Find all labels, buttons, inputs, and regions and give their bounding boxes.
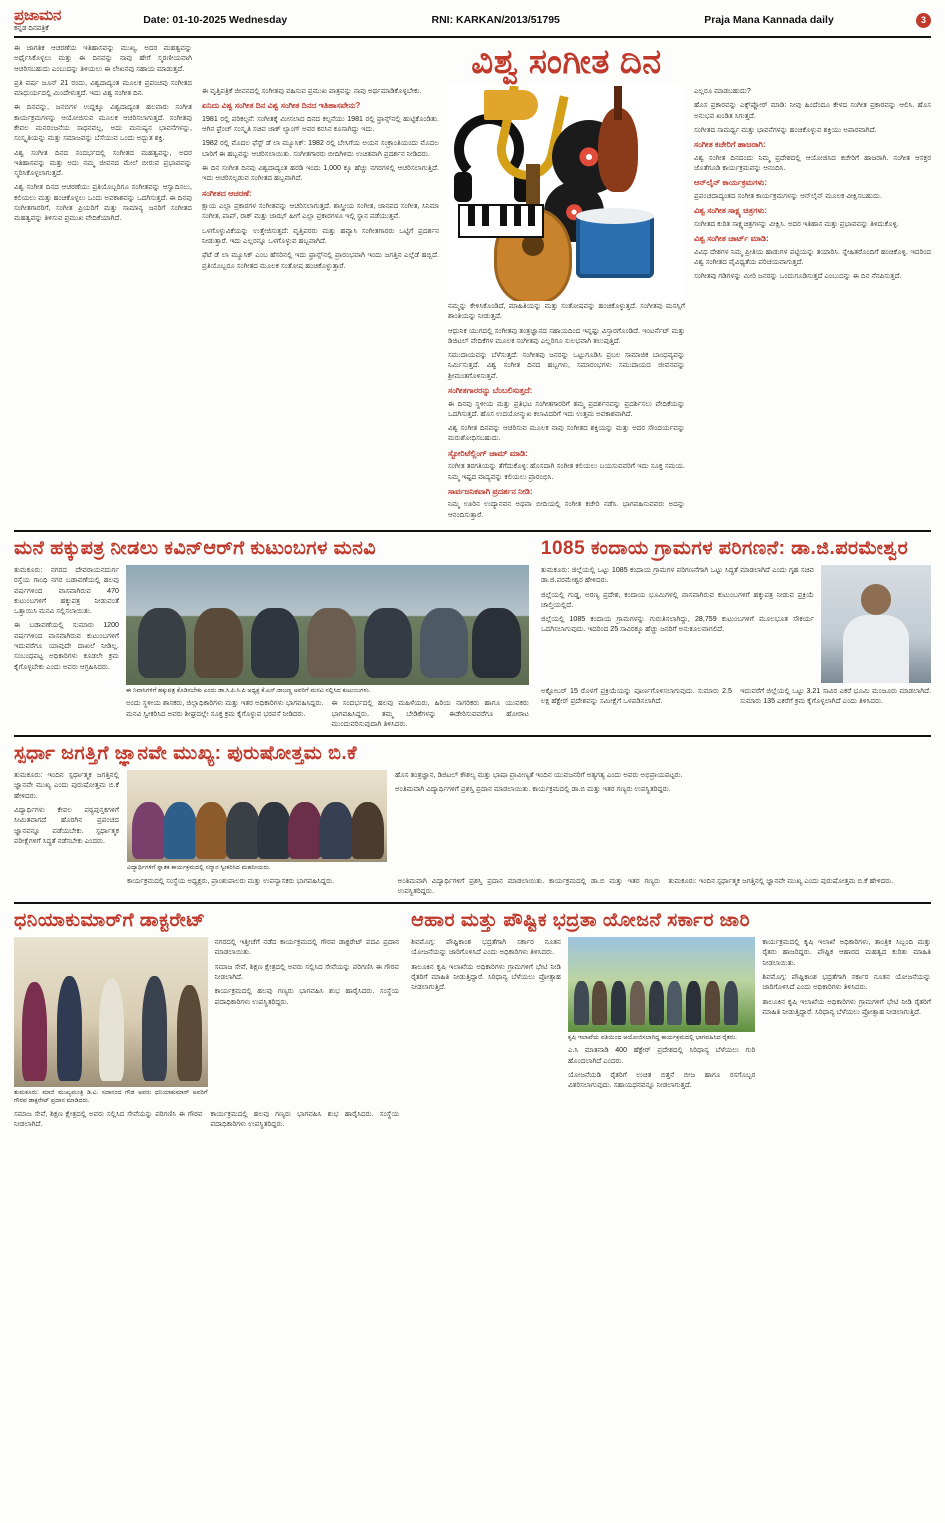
paper-name: Praja Mana Kannada daily [704,14,834,26]
photo-caption: ವಿದ್ಯಾರ್ಥಿಗಳಿಗೆ ಸ್ನಾತಕ ಕಾರ್ಯಕ್ರಮದಲ್ಲಿ ಸನ್ಮಾನ ಸ್ವೀಕರಿಸಿದ ಮಹನೀಯರು. [127,864,271,872]
article-house-title-deeds [14,538,529,729]
masthead [14,8,931,38]
paragraph: ಅಕ್ಟೋಬರ್ 15 ರೊಳಗೆ ಪ್ರಕ್ರಿಯೆಯನ್ನು ಪೂರ್ಣಗೊಳಿಸಲಾಗುವುದು. ಸುಮಾರು 2.5 ಲಕ್ಷ ಹೆಕ್ಟೇರ್ ಪ್ರದೇಶವನ್ನು ಸಮೀಕ್ಷೆಗೆ ಒಳಪಡಿಸಲಾಗಿದೆ. [540,687,732,706]
paragraph: ತುಮಕೂರು: ಇಂದಿನ ಸ್ಪರ್ಧಾತ್ಮಕ ಜಗತ್ತಿನಲ್ಲಿ ಜ್ಞಾನವೇ ಮುಖ್ಯ ಎಂದು ಪುರುಷೋತ್ತಮ ಬಿ.ಕೆ ಹೇಳಿದರು. [14,771,119,800]
piano-keys-icon [458,204,544,238]
photo-farmers-group [568,937,755,1032]
photo-content [821,565,931,683]
headphone-pad-left [454,172,472,202]
photo-caption: ತುಮಕೂರು: ಮಾಜಿ ಮುಖ್ಯಮಂತ್ರಿ ಡಿ.ವಿ. ಸದಾನಂದ ಗೌಡ ಅವರು ಧನಿಯಾಕುಮಾರ್ ಅವರಿಗೆ ಗೌರವ ಡಾಕ್ಟರೇಟ್ ಪ್ರದಾನ ಮಾಡಿದರು. [14,1089,208,1105]
rni-number: RNI: KARKAN/2013/51795 [431,14,560,26]
paragraph: ಒಳಗೊಳ್ಳುವಿಕೆಯನ್ನು ಉತ್ತೇಜಿಸುತ್ತದೆ: ವೃತ್ತಿಪರರು ಮತ್ತು ಹವ್ಯಾಸಿ ಸಂಗೀತಗಾರರು ಒಟ್ಟಿಗೆ ಪ್ರದರ್ಶನ ನೀಡುತ್ತಾರೆ. ಇದು ಎಲ್ಲರನ್ನೂ ಒಳಗೊಳ್ಳುವ ಹಬ್ಬವಾಗಿದೆ. [202,226,439,245]
photo-content [568,937,755,1032]
paragraph: ಪ್ರಪಂಚದಾದ್ಯಂತದ ಸಂಗೀತ ಕಾರ್ಯಕ್ರಮಗಳನ್ನು ಆನ್‌ಲೈನ್ ಮೂಲಕ ವೀಕ್ಷಿಸಬಹುದು. [694,191,882,200]
paragraph: ಸಂಗೀತದ ಕುರಿತ ಸಾಕ್ಷ್ಯಚಿತ್ರಗಳನ್ನು ವೀಕ್ಷಿಸಿ. ಅದರ ಇತಿಹಾಸ ಮತ್ತು ಪ್ರಭಾವವನ್ನು ತಿಳಿದುಕೊಳ್ಳಿ. [694,219,899,228]
photo-content [14,937,208,1087]
headline-world-music-day: ವಿಶ್ವ ಸಂಗೀತ ದಿನ [471,43,662,81]
paragraph: ಕಾರ್ಯಕ್ರಮದಲ್ಲಿ ಕೃಷಿ ಇಲಾಖೆ ಅಧಿಕಾರಿಗಳು, ತಾಂತ್ರಿಕ ಸಿಬ್ಬಂದಿ ಮತ್ತು ರೈತರು ಹಾಜರಿದ್ದರು. ಪೌಷ್ಟಿಕ ಆಹಾರದ ಮಹತ್ವದ ಕುರಿತು ಮಾಹಿತಿ ನೀಡಲಾಯಿತು. [762,938,931,967]
paragraph: ಕಾರ್ಯಕ್ರಮದಲ್ಲಿ ಹಲವು ಗಣ್ಯರು ಭಾಗವಹಿಸಿ ಶುಭ ಹಾರೈಸಿದರು. ಸಂಸ್ಥೆಯ ಪದಾಧಿಕಾರಿಗಳು ಉಪಸ್ಥಿತರಿದ್ದರು. [210,1109,400,1129]
house-deeds-body-left [14,565,119,729]
paragraph: ಅಂತಿಮವಾಗಿ ವಿದ್ಯಾರ್ಥಿಗಳಿಗೆ ಪ್ರಶಸ್ತಿ ಪ್ರದಾನ ಮಾಡಲಾಯಿತು. ಕಾರ್ಯಕ್ರಮದಲ್ಲಿ ಡಾ.ಬಿ ಮತ್ತು ಇತರ ಗಣ್ಯರು ಉಪಸ್ಥಿತರಿದ್ದರು. [397,876,661,895]
headline-revenue-villages: 1085 ಕಂದಾಯ ಗ್ರಾಮಗಳ ಪರಿಗಣನೆ: ಡಾ.ಜಿ.ಪರಮೇಶ್ವರ [540,538,909,559]
article-world-music-day [14,43,931,532]
paragraph: ವಿಶ್ವ ಸಂಗೀತ ದಿನದಂದು ನಿಮ್ಮ ಪ್ರದೇಶದಲ್ಲಿ ಆಯೋಜಿಸಿದ ಕಚೇರಿಗೆ ಹಾಜರಾಗಿ. ಸಂಗೀತ ಆಸಕ್ತರ ಜೊತೆಗೂಡಿ ಕಾರ್ಯಕ್ರಮವನ್ನು ಆನಂದಿಸಿ. [694,153,931,172]
knowledge-body-mid [395,770,931,872]
paragraph: ಈ ವೃತ್ತಿಪತ್ರಿಕೆ ಜೀವನದಲ್ಲಿ ಸಂಗೀತವು ವಹಿಸುವ ಪ್ರಮುಖ ಪಾತ್ರವನ್ನು ನಾವು ಅರ್ಥಮಾಡಿಕೊಳ್ಳಬೇಕು. [202,87,422,95]
photo-families-petition [126,565,529,685]
paragraph: ಆಧುನಿಕ ಯುಗದಲ್ಲಿ ಸಂಗೀತವು ತಂತ್ರಜ್ಞಾನದ ಸಹಾಯದಿಂದ ಇನ್ನಷ್ಟು ವಿಸ್ತಾರಗೊಂಡಿದೆ. ಇಂಟರ್ನೆಟ್ ಮತ್ತು ಡಿಜಿಟಲ್ ವೇದಿಕೆಗಳ ಮೂಲಕ ಸಂಗೀತವು ಎಲ್ಲರಿಗೂ ಸುಲಭವಾಗಿ ತಲುಪುತ್ತಿದೆ. [448,326,685,345]
paragraph: ಈ ದಿನವು ಸ್ಥಳೀಯ ಮತ್ತು ಪ್ರತಿಭಟ ಸಂಗೀತಗಾರರಿಗೆ ತಮ್ಮ ಪ್ರದರ್ಶನವನ್ನು ಪ್ರದರ್ಶಿಸಲು ವೇದಿಕೆಯನ್ನು ಒದಗಿಸುತ್ತದೆ. ಹೊಸ ಉದಯೋನ್ಮುಖ ಕಲಾವಿದರಿಗೆ ಇದು ಉತ್ತಮ ಅವಕಾಶವಾಗಿದೆ. [448,399,685,418]
paragraph: ತುಮಕೂರು: ಜಿಲ್ಲೆಯಲ್ಲಿ ಒಟ್ಟು 1085 ಕಂದಾಯ ಗ್ರಾಮಗಳ ಪರಿಗಣನೆಗಾಗಿ ಒಟ್ಟು ಸಿದ್ಧತೆ ಮಾಡಲಾಗಿದೆ ಎಂದು ಗೃಹ ಸಚಿವ ಡಾ.ಜಿ.ಪರಮೇಶ್ವರ ಹೇಳಿದರು. [540,566,814,585]
violin-icon [598,108,638,192]
article-knowledge-competition [14,743,931,896]
food-scheme-body-right [762,937,931,1094]
article-food-nutrition-scheme [411,910,931,1133]
paragraph: ಸಂಗೀತದ ಸಾಮರ್ಥ್ಯ ಮತ್ತು ಭಾವನೆಗಳನ್ನು ಹಂಚಿಕೊಳ್ಳುವ ಶಕ್ತಿಯು ಅಪಾರವಾಗಿದೆ. [694,125,877,134]
paragraph: ಇದುವರೆಗೆ ಜಿಲ್ಲೆಯಲ್ಲಿ ಒಟ್ಟು 3.21 ಸಾವಿರ ಎಕರೆ ಭೂಮಿ ಮಂಜೂರು ಮಾಡಲಾಗಿದೆ. ಸುಮಾರು 135 ಎಕರೆಗೆ ಕ್ರಮ ಕೈಗೊಳ್ಳಲಾಗಿದೆ ಎಂದು ತಿಳಿಸಿದರು. [739,687,931,706]
doctorate-body-bottom [14,1109,399,1134]
section-two [14,538,931,729]
subhead-online-events: ಆನ್‌ಲೈನ್ ಕಾರ್ಯಕ್ರಮಗಳು: [694,178,767,188]
paragraph: ಸಂಗೀತವು ಗಡಿಗಳನ್ನು ಮೀರಿ ಜನರನ್ನು ಒಂದುಗೂಡಿಸುತ್ತದೆ ಎಂಬುದನ್ನು ಈ ದಿನ ನೆನಪಿಸುತ್ತದೆ. [694,272,902,281]
world-music-col-b [448,86,685,524]
paragraph: ಶಿವಮೊಗ್ಗ: ಪೌಷ್ಟಿಕಾಂಶ ಭದ್ರತೆಗಾಗಿ ಸರ್ಕಾರ ನೂತನ ಯೋಜನೆಯನ್ನು ಜಾರಿಗೊಳಿಸಿದೆ ಎಂದು ಅಧಿಕಾರಿಗಳು ತಿಳಿಸಿದರು. [411,938,561,957]
paragraph: ಅಂದು ಸ್ಥಳೀಯ ಶಾಸಕರು, ಜಿಲ್ಲಾಧಿಕಾರಿಗಳು ಮತ್ತು ಇತರ ಅಧಿಕಾರಿಗಳು ಭಾಗವಹಿಸಿದ್ದರು. ಮನವಿ ಸ್ವೀಕರಿಸಿದ ಅವರು ಶೀಘ್ರದಲ್ಲೇ ಸೂಕ್ತ ಕ್ರಮ ಕೈಗೊಳ್ಳುವ ಭರವಸೆ ನೀಡಿದರು. [126,699,324,718]
subhead-make-chart: ವಿಶ್ವ ಸಂಗೀತ ಚಾರ್ಟ್ ಮಾಡಿ: [694,234,769,244]
paragraph: ವಿಶ್ವ ಸಂಗೀತ ದಿನದ ಸಂದರ್ಭದಲ್ಲಿ ಸಂಗೀತದ ಮಹತ್ವವನ್ನು, ಅದರ ಇತಿಹಾಸವನ್ನು ಮತ್ತು ಅದು ನಮ್ಮ ಜೀವನದ ಮೇಲೆ ಬೀರುವ ಪ್ರಭಾವವನ್ನು ಸ್ಮರಿಸಿಕೊಳ್ಳಲಾಗುತ್ತದೆ. [14,148,192,178]
paragraph: ಯೋಜನೆಯಡಿ ರೈತರಿಗೆ ಉಚಿತ ಬಿತ್ತನೆ ಬೀಜ ಹಾಗೂ ರಸಗೊಬ್ಬರ ವಿತರಿಸಲಾಗುವುದು. ಸಹಾಯಧನವನ್ನೂ ನೀಡಲಾಗುತ್ತದೆ. [567,1071,756,1090]
paragraph: ಈ ದಿನವನ್ನು, ಜನಬಿಗಳ ಉದ್ದಕ್ಕೂ ವಿಶ್ವದಾದ್ಯಂತ ಹಲವಾರು ಸಂಗೀತ ಕಾರ್ಯಕ್ರಮಗಳನ್ನು ಆಯೋಜಿಸುವ ಮೂಲಕ ಆಚರಿಸಲಾಗುತ್ತದೆ. ಸಂಗೀತವು ಕೇವಲ ಮನರಂಜನೆಯ ಸಾಧನವಲ್ಲ, ಅದು ಮನುಷ್ಯನ ಭಾವನೆಗಳನ್ನು, ಸಂಸ್ಕೃತಿಯನ್ನು ಮತ್ತು ಸಮಾಜವನ್ನು ಬೆಸೆಯುವ ಒಂದು ಅದ್ಭುತ ಶಕ್ತಿ. [14,103,192,143]
paragraph: ಈ ಬಡಾವಣೆಯಲ್ಲಿ ಸುಮಾರು 1200 ವರ್ಷಗಳಿಂದ ವಾಸವಾಗಿರುವ ಕುಟುಂಬಗಳಿಗೆ ಇದುವರೆಗೂ ಯಾವುದೇ ದಾಖಲೆ ನೀಡಿಲ್ಲ. ಸಂಬಂಧಪಟ್ಟ ಅಧಿಕಾರಿಗಳು ಕೂಡಲೇ ಕ್ರಮ ಕೈಗೊಳ್ಳಬೇಕು ಎಂದು ಅವರು ಆಗ್ರಹಿಸಿದರು. [14,621,119,671]
paragraph: ನಮ್ಮನ್ನು ಕೇಳಿಸಿಕೊಂಡಿದೆ, ಮಾಹಿತಿಯನ್ನು ಮತ್ತು ಸಂತೋಷವನ್ನು ಹಂಚಿಕೊಳ್ಳುತ್ತದೆ. ಸಂಗೀತವು ಮನಸ್ಸಿಗೆ ಶಾಂತಿಯನ್ನು ನೀಡುತ್ತದೆ. [448,302,685,321]
doctorate-body [215,937,399,1106]
paragraph: ವಿದ್ಯಾರ್ಥಿಗಳು ಕೇವಲ ಪಠ್ಯಪುಸ್ತಕಗಳಿಗೆ ಸೀಮಿತವಾಗದೆ ಹೊರಗಿನ ಪ್ರಪಂಚದ ಜ್ಞಾನವನ್ನೂ ಪಡೆಯಬೇಕು. ಸ್ಪರ್ಧಾತ್ಮಕ ಪರೀಕ್ಷೆಗಳಿಗೆ ಸಿದ್ಧತೆ ನಡೆಸಬೇಕು ಎಂದರು. [14,806,119,845]
paragraph: ಕ್ಷಾಯ ಎಲ್ಲಾ ಪ್ರಕಾರಗಳ ಸಂಗೀತವನ್ನು ಆಚರಿಸಲಾಗುತ್ತದೆ. ಶಾಸ್ತ್ರೀಯ ಸಂಗೀತ, ಜಾನಪದ ಸಂಗೀತ, ಸಿನಿಮಾ ಸಂಗೀತ, ಪಾಪ್, ರಾಕ್ ಮತ್ತು ಜಾಝ್ ಹೀಗೆ ಎಲ್ಲಾ ಪ್ರಕಾರಗಳೂ ಇಲ್ಲಿ ಸ್ಥಾನ ಪಡೆಯುತ್ತವೆ. [202,202,439,221]
paragraph: ಸಂಗೀತ ತರಗತಿಯನ್ನು ತೆಗೆದುಕೊಳ್ಳಿ: ಹೊಸದಾಗಿ ಸಂಗೀತ ಕಲಿಯಲು ಬಯಸುವವರಿಗೆ ಇದು ಸೂಕ್ತ ಸಮಯ. ನಿಮ್ಮ ಇಷ್ಟದ ವಾದ್ಯವನ್ನು ಕಲಿಯಲು ಪ್ರಾರಂಭಿಸಿ. [448,462,685,481]
drum-head [576,208,654,224]
paragraph: ಸಮುದಾಯವನ್ನು ಬೆಳೆಸುತ್ತದೆ: ಸಂಗೀತವು ಜನರನ್ನು ಒಟ್ಟುಗೂಡಿಸಿ ಪ್ರಬಲ ಸಾಮಾಜಿಕ ಬಾಂಧವ್ಯವನ್ನು ನಿರ್ಮಿಸುತ್ತದೆ. ವಿಶ್ವ ಸಂಗೀತ ದಿನದ ಹಬ್ಬಗಳು, ಸಮಾರಂಭಗಳು ಸಮುದಾಯದ ಜೀವನವನ್ನು ಶ್ರೀಮಂತಗೊಳಿಸುತ್ತವೆ. [448,351,685,380]
world-music-col-c [694,86,931,524]
subhead-attend-concert: ಸಂಗೀತ ಕಚೇರಿಗೆ ಹಾಜರಾಗಿ: [694,140,766,150]
paragraph: ಕಾರ್ಯಕ್ರಮದಲ್ಲಿ ಸಂಸ್ಥೆಯ ಅಧ್ಯಕ್ಷರು, ಪ್ರಾಂಶುಪಾಲರು ಮತ್ತು ಉಪನ್ಯಾಸಕರು ಭಾಗವಹಿಸಿದ್ದರು. [127,876,335,885]
photo-caption: ಈ ನಿವಾಸಿಗಳಿಗೆ ಹಕ್ಕುಪತ್ರ ಕೊಡಿಸಬೇಕು ಎಂದು ಡಾ.ಸಿ.ಪಿ.ಸಿ.ಪಿ ಅಧ್ಯಕ್ಷ ಕೆ.ಎನ್.ರಾಜಣ್ಣ ಅವರಿಗೆ ಮನವಿ ಸಲ್ಲಿಸಿದ ಕುಟುಂಬಗಳು. [126,687,371,694]
paragraph: ಕಾರ್ಯಕ್ರಮದಲ್ಲಿ ಹಲವು ಗಣ್ಯರು ಭಾಗವಹಿಸಿ ಶುಭ ಹಾರೈಸಿದರು. ಸಂಸ್ಥೆಯ ಪದಾಧಿಕಾರಿಗಳು ಉಪಸ್ಥಿತರಿದ್ದರು. [214,987,400,1006]
subhead-documentaries: ವಿಶ್ವ ಸಂಗೀತ ಸಾಕ್ಷ್ಯ ಚಿತ್ರಗಳು: [694,206,768,216]
paragraph: 1981 ರಲ್ಲಿ ಪರಿಕಲ್ಪನೆ: ಸಂಗೀತಕ್ಕೆ ಮೀಸಲಾದ ದಿನದ ಕಲ್ಪನೆಯು 1981 ರಲ್ಲಿ ಫ್ರಾನ್ಸ್‌ನಲ್ಲಿ ಹುಟ್ಟಿಕೊಂಡಿತು. ಆಗಿನ ಫ್ರೆಂಚ್ ಸಂಸ್ಕೃತಿ ಸಚಿವ ಜಾಕ್ ಲ್ಯಾಂಗ್ ಅವರ ಕನಸಿನ ಕೂಸಾಗಿದ್ದು ಇದು. [202,114,439,134]
headline-doctorate: ಧನಿಯಾಕುಮಾರ್‌ಗೆ ಡಾಕ್ಟರೇಟ್ [14,910,206,932]
subhead-support-musicians: ಸಂಗೀತಗಾರರನ್ನು ಬೆಂಬಲಿಸುತ್ತದೆ: [448,385,533,395]
divider-2 [14,902,931,904]
paragraph: ನಿಮ್ಮ ಊರಿನ ಉದ್ಯಾನವನ ಅಥವಾ ಬೀದಿಯಲ್ಲಿ ಸಂಗೀತ ಕಚೇರಿ ನಡೆಸಿ. ಭಾಗವಹಿಸುವವರು ಅದನ್ನು ಆನಂದಿಸುತ್ತಾರೆ. [448,500,685,519]
logo-title: ಪ್ರಜಾಮನ [14,7,62,24]
publication-logo [14,8,61,32]
paragraph: ವಿಶ್ವ ಸಂಗೀತ ದಿನದ ಆಚರಣೆಯು ಪ್ರತಿಯೊಬ್ಬರಿಗೂ ಸಂಗೀತವನ್ನು ಆಸ್ವಾದಿಸಲು, ಕಲಿಯಲು ಮತ್ತು ಹಂಚಿಕೊಳ್ಳಲು ಒಂದು ಅವಕಾಶವನ್ನು ಒದಗಿಸುತ್ತದೆ. ಈ ದಿನವು ಸಂಗೀತಗಾರರಿಗೆ, ಸಂಗೀತ ಪ್ರಿಯರಿಗೆ ಮತ್ತು ಸಾಮಾನ್ಯ ಜನರಿಗೆ ಸಂಗೀತದ ಮಹತ್ವವನ್ನು ತಿಳಿಸುವ ಪ್ರಮುಖ ವೇದಿಕೆಯಾಗಿದೆ. [14,183,192,223]
world-music-left-column [14,43,192,524]
page-number-badge: 3 [916,13,931,28]
logo-subtitle: ಕನ್ನಡ ದಿನಪತ್ರಿಕೆ [14,25,49,32]
paragraph: ಜಿಲ್ಲೆಯಲ್ಲಿ ಗುಡ್ಡ, ಅರಣ್ಯ ಪ್ರದೇಶ, ಕಂದಾಯ ಭೂಮಿಗಳಲ್ಲಿ ವಾಸವಾಗಿರುವ ಕುಟುಂಬಗಳಿಗೆ ಹಕ್ಕುಪತ್ರ ನೀಡುವ ಪ್ರಕ್ರಿಯೆ ಚಾಲ್ತಿಯಲ್ಲಿದೆ. [540,590,814,609]
headline-house-title-deeds: ಮನೆ ಹಕ್ಕುಪತ್ರ ನೀಡಲು ಕವಿನ್‌ಆರ್‌ಗೆ ಕುಟುಂಬಗಳ ಮನವಿ [14,538,377,559]
paragraph: ಜಿಲ್ಲೆಯಲ್ಲಿ 1085 ಕಂದಾಯ ಗ್ರಾಮಗಳನ್ನು ಗುರುತಿಸಲಾಗಿದ್ದು, 28,759 ಕುಟುಂಬಗಳಿಗೆ ಮೂಲಭೂತ ಸೌಕರ್ಯ ಒದಗಿಸಲಾಗುವುದು. ಇದರಿಂದ 25 ಸಾವಿರಕ್ಕೂ ಹೆಚ್ಚು ಜನರಿಗೆ ಅನುಕೂಲವಾಗಲಿದೆ. [540,615,814,634]
paragraph: ಸಮಾಜ ಸೇವೆ, ಶಿಕ್ಷಣ ಕ್ಷೇತ್ರದಲ್ಲಿ ಅವರು ಸಲ್ಲಿಸಿದ ಸೇವೆಯನ್ನು ಪರಿಗಣಿಸಿ ಈ ಗೌರವ ನೀಡಲಾಗಿದೆ. [214,962,400,981]
masthead-info [71,14,906,26]
paragraph: ತಾಲೂಕಿನ ಕೃಷಿ ಇಲಾಖೆಯ ಅಧಿಕಾರಿಗಳು ಗ್ರಾಮಗಳಿಗೆ ಭೇಟಿ ನೀಡಿ ರೈತರಿಗೆ ಮಾಹಿತಿ ನೀಡುತ್ತಿದ್ದಾರೆ. ಸಿರಿಧಾನ್ಯ ಬೆಳೆಯಲು ಪ್ರೋತ್ಸಾಹ ನೀಡಲಾಗುತ್ತಿದೆ. [411,962,561,992]
paragraph: ಎ.ಸಿ ಮಾತನಾಡಿ 400 ಹೆಕ್ಟೇರ್ ಪ್ರದೇಶದಲ್ಲಿ ಸಿರಿಧಾನ್ಯ ಬೆಳೆಯಲು ಗುರಿ ಹೊಂದಲಾಗಿದೆ ಎಂದರು. [567,1046,756,1065]
world-music-col-a [202,86,439,524]
paragraph: ಸಮಾಜ ಸೇವೆ, ಶಿಕ್ಷಣ ಕ್ಷೇತ್ರದಲ್ಲಿ ಅವರು ಸಲ್ಲಿಸಿದ ಸೇವೆಯನ್ನು ಪರಿಗಣಿಸಿ ಈ ಗೌರವ ನೀಡಲಾಗಿದೆ. [14,1109,203,1129]
paragraph: ಈ ಜಾಗತಿಕ ಆಚರಣೆಯ ಇತಿಹಾಸವನ್ನು ಮುಖ್ಯ, ಅದರ ಮಹತ್ವವನ್ನು ಅರ್ಥೈಸಿಕೊಳ್ಳಲು ಮತ್ತು ಈ ದಿನವನ್ನು ನಾವು ಹೇಗೆ ಸ್ಮರಣೀಯವಾಗಿ ಆಚರಿಸಬಹುದು ಎಂಬುದನ್ನು ತಿಳಿಯಲು ಈ ಲೇಖನವು ಸಹಾಯ ಮಾಡುತ್ತದೆ. [14,44,192,73]
paragraph: ವಿವಿಧ ದೇಶಗಳ ನಿಮ್ಮ ಪ್ರೀತಿಯ ಹಾಡುಗಳ ಪಟ್ಟಿಯನ್ನು ತಯಾರಿಸಿ. ಸ್ನೇಹಿತರೊಂದಿಗೆ ಹಂಚಿಕೊಳ್ಳಿ. ಇದರಿಂದ ವಿಶ್ವ ಸಂಗೀತದ ವೈವಿಧ್ಯತೆಯ ಪರಿಚಯವಾಗುತ್ತದೆ. [694,247,931,266]
photo-award-ceremony [127,770,387,862]
paragraph: 1982 ರಲ್ಲಿ ಮೊದಲ ಫೆಸ್ಟ್ ಡೆ ಲಾ ಮ್ಯೂಸಿಕ್: 1982 ರಲ್ಲಿ ಬೇಸಿಗೆಯ ಅಯನ ಸಂಕ್ರಾಂತಿಯಂದು ಮೊದಲ ಬಾರಿಗೆ ಈ ಹಬ್ಬವನ್ನು ಆಚರಿಸಲಾಯಿತು. ಸಂಗೀತಗಾರರು ಬೀದಿಗಿಳಿದು ಉಚಿತವಾಗಿ ಪ್ರದರ್ಶನ ನೀಡಿದರು. [202,139,439,158]
paragraph: ಎಲ್ಲರೂ ಮಾಡಬಹುದು? [694,87,751,95]
photo-caption: ಕೃಷಿ ಇಲಾಖೆಯ ವತಿಯಿಂದ ಆಯೋಜಿಸಲಾಗಿದ್ದ ಕಾರ್ಯಕ್ರಮದಲ್ಲಿ ಭಾಗವಹಿಸಿದ ರೈತರು. [567,1034,737,1042]
paragraph: ತಾಲೂಕಿನ ಕೃಷಿ ಇಲಾಖೆಯ ಅಧಿಕಾರಿಗಳು ಗ್ರಾಮಗಳಿಗೆ ಭೇಟಿ ನೀಡಿ ರೈತರಿಗೆ ಮಾಹಿತಿ ನೀಡುತ್ತಿದ್ದಾರೆ. ಸಿರಿಧಾನ್ಯ ಬೆಳೆಯಲು ಪ್ರೋತ್ಸಾಹ ನೀಡಲಾಗುತ್ತಿದೆ. [762,997,931,1016]
photo-doctorate-ceremony [14,937,208,1087]
subhead-celebration: ಸಂಗೀತದ ಆಚರಣೆ: [202,188,252,198]
article-revenue-villages [541,538,931,729]
divider-1 [14,735,931,737]
paragraph: ತುಮಕೂರು: ನಗರದ ದೇವರಾಯನದುರ್ಗ ರಸ್ತೆಯ ಗಾಂಧಿ ನಗರ ಬಡಾವಣೆಯಲ್ಲಿ ಹಲವು ವರ್ಷಗಳಿಂದ ವಾಸವಾಗಿರುವ 470 ಕುಟುಂಬಗಳಿಗೆ ಹಕ್ಕುಪತ್ರ ನೀಡುವಂತೆ ಒತ್ತಾಯಿಸಿ ಮನವಿ ಸಲ್ಲಿಸಲಾಯಿತು. [14,566,119,616]
revenue-villages-body-bottom [541,686,931,711]
headline-food-nutrition-scheme: ಆಹಾರ ಮತ್ತು ಪೌಷ್ಟಿಕ ಭದ್ರತಾ ಯೋಜನೆ ಸರ್ಕಾರ ಜಾರಿ [411,910,751,932]
paragraph: ನಗರದಲ್ಲಿ ಇತ್ತೀಚೆಗೆ ನಡೆದ ಕಾರ್ಯಕ್ರಮದಲ್ಲಿ ಗೌರವ ಡಾಕ್ಟರೇಟ್ ಪದವಿ ಪ್ರದಾನ ಮಾಡಲಾಯಿತು. [214,938,400,957]
paragraph: ಈ ಸಂದರ್ಭದಲ್ಲಿ ಹಲವು ಮಹಿಳೆಯರು, ಹಿರಿಯ ನಾಗರಿಕರು ಹಾಗೂ ಯುವಕರು ಭಾಗವಹಿಸಿದ್ದರು. ತಮ್ಮ ಬೇಡಿಕೆಗಳನ್ನು ಈಡೇರಿಸುವವರೆಗೂ ಹೋರಾಟ ಮುಂದುವರಿಸುವುದಾಗಿ ತಿಳಿಸಿದರು. [331,699,529,728]
paragraph: ಶಿವಮೊಗ್ಗ: ಪೌಷ್ಟಿಕಾಂಶ ಭದ್ರತೆಗಾಗಿ ಸರ್ಕಾರ ನೂತನ ಯೋಜನೆಯನ್ನು ಜಾರಿಗೊಳಿಸಿದೆ ಎಂದು ಅಧಿಕಾರಿಗಳು ತಿಳಿಸಿದರು. [762,972,931,992]
knowledge-body-left [14,770,119,896]
paragraph: ಅಂತಿಮವಾಗಿ ವಿದ್ಯಾರ್ಥಿಗಳಿಗೆ ಪ್ರಶಸ್ತಿ ಪ್ರದಾನ ಮಾಡಲಾಯಿತು. ಕಾರ್ಯಕ್ರಮದಲ್ಲಿ ಡಾ.ಬಿ ಮತ್ತು ಇತರ ಗಣ್ಯರು ಉಪಸ್ಥಿತರಿದ್ದರು. [395,785,671,794]
paragraph: ಫೆಟೆ ಡೆ ಲಾ ಮ್ಯೂಸಿಕ್ ಎಂಬ ಹೆಸರಿನಲ್ಲಿ ಇದು ಫ್ರಾನ್ಸ್‌ನಲ್ಲಿ ಪ್ರಾರಂಭವಾಗಿ ಇಂದು ಜಗತ್ತಿನ ಎಲ್ಲೆಡೆ ಹಬ್ಬಿದೆ. ಪ್ರತಿಯೊಬ್ಬರೂ ಸಂಗೀತದ ಮೂಲಕ ಸಂತೋಷ ಹಂಚಿಕೊಳ್ಳುತ್ತಾರೆ. [202,251,439,270]
food-scheme-body-left [411,937,561,1094]
photo-minister-parameshwara [821,565,931,683]
subhead-public-performance: ಸಾರ್ವಜನಿಕವಾಗಿ ಪ್ರದರ್ಶನ ನೀಡಿ: [448,486,533,496]
paragraph: ಹೊಸ ತಂತ್ರಜ್ಞಾನ, ಡಿಜಿಟಲ್ ಕೌಶಲ್ಯ ಮತ್ತು ಭಾಷಾ ಪ್ರಾವೀಣ್ಯತೆ ಇಂದಿನ ಯುವಜನರಿಗೆ ಅತ್ಯಗತ್ಯ ಎಂದು ಅವರು ಅಭಿಪ್ರಾಯಪಟ್ಟರು. [395,771,683,780]
house-deeds-body-right [126,698,529,729]
paragraph: ಪ್ರತಿ ವರ್ಷ ಜೂನ್ 21 ರಂದು, ವಿಶ್ವದಾದ್ಯಂತ ಮೂಲಕ ಪ್ರಪಂಚವು ಸಂಗೀತದ ಮಾಧುರ್ಯದಲ್ಲಿ ಮಿಂದೇಳುತ್ತದೆ. ಇದು ವಿಶ್ವ ಸಂಗೀತ ದಿನ. [14,78,192,98]
food-scheme-body-mid [568,1045,755,1090]
revenue-villages-body-left [541,565,814,683]
paragraph: ಹೊಸ ಪ್ರಕಾರವನ್ನು ಎಕ್ಸ್‌ಪ್ಲೋರ್ ಮಾಡಿ: ನೀವು ಹಿಂದೆಂದೂ ಕೇಳದ ಸಂಗೀತ ಪ್ರಕಾರವನ್ನು ಆಲಿಸಿ. ಹೊಸ ಅನುಭವ ಖಂಡಿತ ಸಿಗುತ್ತದೆ. [694,101,931,120]
photo-content [127,770,387,862]
headline-knowledge-competition: ಸ್ಪರ್ಧಾ ಜಗತ್ತಿಗೆ ಜ್ಞಾನವೇ ಮುಖ್ಯ: ಪುರುಷೋತ್ತಮ ಬಿ.ಕೆ [14,743,357,765]
subhead-what-is-world-music-day: ಏನಿದು ವಿಶ್ವ ಸಂಗೀತ ದಿನ ವಿಶ್ವ ಸಂಗೀತ ದಿನದ ಇತಿಹಾಸವೇನು? [202,101,361,111]
paragraph: ವಿಶ್ವ ಸಂಗೀತ ದಿನವನ್ನು ಆಚರಿಸುವ ಮೂಲಕ ನಾವು ಸಂಗೀತದ ಶಕ್ತಿಯನ್ನು ಮತ್ತು ಅದರ ಸೌಂದರ್ಯವನ್ನು ಮರುಶೋಧಿಸಬಹುದು. [448,424,685,443]
paragraph: ತುಮಕೂರು: ಇಂದಿನ ಸ್ಪರ್ಧಾತ್ಮಕ ಜಗತ್ತಿನಲ್ಲಿ ಜ್ಞಾನವೇ ಮುಖ್ಯ ಎಂದು ಪುರುಷೋತ್ತಮ ಬಿ.ಕೆ ಹೇಳಿದರು. [668,876,894,885]
article-doctorate [14,910,399,1133]
knowledge-body-bottom [127,876,931,897]
subhead-storytelling-jam: ಸ್ಟೋರಿಟೆಲ್ಲಿಂಗ್ ಜಾಮ್ ಮಾಡಿ: [448,448,528,458]
music-instruments-illustration [448,86,685,301]
violin-neck [614,86,622,120]
paragraph: ಈ ದಿನ ಸಂಗೀತ ದಿನವು ವಿಶ್ವದಾದ್ಯಂತ ಹರಡಿ ಇಂದು 1,000 ಕ್ಕೂ ಹೆಚ್ಚು ನಗರಗಳಲ್ಲಿ ಆಚರಿಸಲಾಗುತ್ತಿದೆ. ಇದು ಆಚರಿಸಲ್ಪಡುವ ಸಂಗೀತದ ಹಬ್ಬವಾಗಿದೆ. [202,164,439,183]
issue-date: Date: 01-10-2025 Wednesday [143,14,288,26]
section-four [14,910,931,1133]
trumpet-icon [484,90,538,120]
photo-content [126,565,529,685]
